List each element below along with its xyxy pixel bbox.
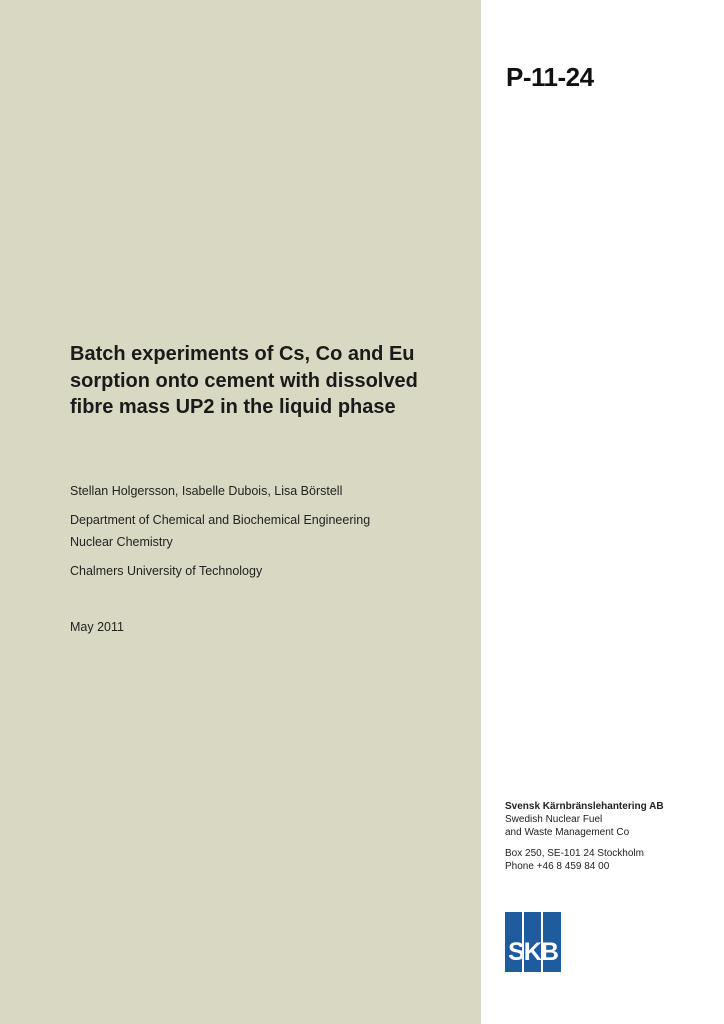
publisher-info xyxy=(505,800,664,873)
publisher-phone: Phone +46 8 459 84 00 xyxy=(505,861,610,872)
affiliation-group: Nuclear Chemistry xyxy=(70,535,173,549)
publisher-name-en-1: Swedish Nuclear Fuel xyxy=(505,814,603,825)
authors: Stellan Holgersson, Isabelle Dubois, Lisa Börstell xyxy=(70,484,343,498)
publication-date: May 2011 xyxy=(70,620,124,634)
document-title: Batch experiments of Cs, Co and Eu sorption onto cement with dissolved fibre mass UP2 in the liquid phase xyxy=(70,343,418,418)
affiliation-university: Chalmers University of Technology xyxy=(70,564,263,578)
skb-logo xyxy=(505,912,561,972)
publisher-name-en-2: and Waste Management Co xyxy=(505,827,630,838)
publisher-address: Box 250, SE-101 24 Stockholm xyxy=(505,848,644,859)
affiliation-department: Department of Chemical and Biochemical Engineering xyxy=(70,513,371,527)
publisher-name: Svensk Kärnbränslehantering AB xyxy=(505,801,664,812)
report-number: P-11-24 xyxy=(506,62,594,92)
skb-logo-text: SKB xyxy=(508,938,558,966)
